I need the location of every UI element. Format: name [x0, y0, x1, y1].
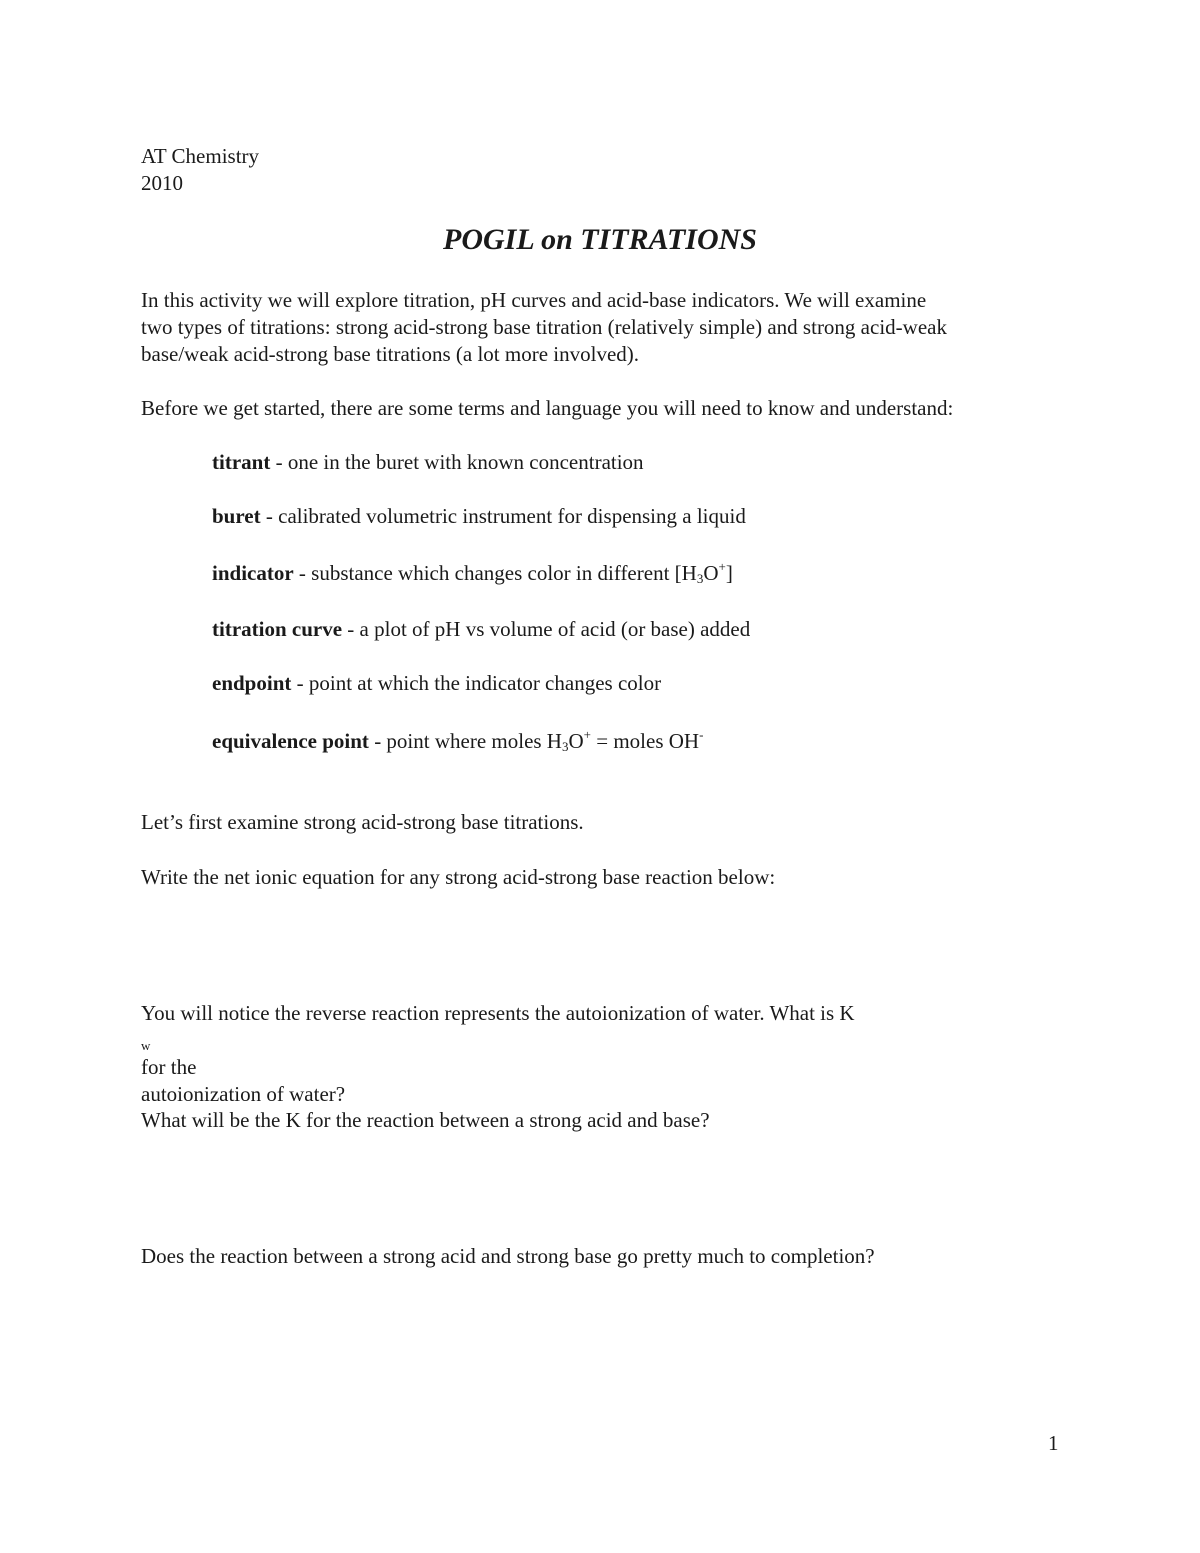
intro-line-2: two types of titrations: strong acid-strong base titration (relatively simple) and strong acid-weak: [141, 315, 947, 339]
term-titrant: [212, 449, 644, 476]
term-definition: - one in the buret with known concentration: [270, 450, 644, 474]
term-label: equivalence point: [212, 729, 369, 753]
k-question: What will be the K for the reaction between a strong acid and base?: [141, 1108, 710, 1132]
oxygen-symbol: O: [568, 729, 584, 753]
term-definition: - calibrated volumetric instrument for dispensing a liquid: [260, 504, 746, 528]
kw-question-line-2: autoionization of water?: [141, 1082, 346, 1106]
kw-question: [141, 1000, 1081, 1108]
completion-question: Does the reaction between a strong acid and strong base go pretty much to completion?: [141, 1244, 875, 1268]
subscript: 3: [696, 571, 704, 586]
superscript: +: [718, 559, 726, 574]
term-label: buret: [212, 504, 261, 528]
term-buret: [212, 503, 746, 530]
page-number: 1: [1048, 1431, 1059, 1455]
superscript: -: [699, 727, 704, 742]
intro-line-3: base/weak acid-strong base titrations (a lot more involved).: [141, 342, 640, 366]
term-label: endpoint: [212, 671, 292, 695]
oxygen-symbol: O: [703, 561, 719, 585]
course-name: AT Chemistry: [141, 144, 260, 168]
course-year: 2010: [141, 171, 183, 195]
term-titration-curve: [212, 616, 750, 643]
term-label: titrant: [212, 450, 271, 474]
term-definition: - substance which changes color in different [H: [293, 561, 697, 585]
term-indicator: [212, 560, 733, 587]
kw-question-text-end: for the: [141, 1055, 197, 1079]
term-endpoint: [212, 670, 661, 697]
term-equivalence-point: [212, 728, 703, 755]
write-equation-prompt: Write the net ionic equation for any strong acid-strong base reaction below:: [141, 865, 776, 889]
intro-line-1: In this activity we will explore titration, pH curves and acid-base indicators. We will examine: [141, 288, 927, 312]
term-definition: - a plot of pH vs volume of acid (or base) added: [342, 617, 751, 641]
document-title: POGIL on TITRATIONS: [443, 223, 757, 256]
superscript: +: [583, 727, 591, 742]
term-definition: - point where moles H: [368, 729, 562, 753]
equals-moles-oh: = moles OH: [591, 729, 700, 753]
term-definition: - point at which the indicator changes color: [291, 671, 662, 695]
subscript: 3: [561, 739, 569, 754]
term-label: titration curve: [212, 617, 343, 641]
subscript: w: [141, 1038, 151, 1053]
closing-bracket: ]: [725, 561, 733, 585]
kw-question-text: You will notice the reverse reaction represents the autoionization of water. What is K: [141, 1001, 855, 1025]
terms-intro: Before we get started, there are some terms and language you will need to know and understand:: [141, 396, 954, 420]
term-label: indicator: [212, 561, 294, 585]
intro-paragraph: [141, 287, 1081, 368]
first-examine-text: Let’s first examine strong acid-strong base titrations.: [141, 810, 584, 834]
kw-question-line-1: [141, 1000, 1081, 1081]
